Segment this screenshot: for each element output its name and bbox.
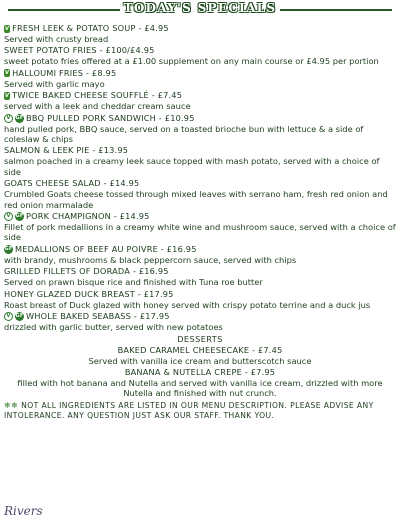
- gluten-free-icon: GF: [15, 114, 24, 121]
- menu-item-name: V FRESH LEEK & POTATO SOUP - £4.95: [5, 23, 169, 33]
- menu-item-name: HONEY GLAZED DUCK BREAST - £17.95: [4, 288, 174, 299]
- vegetarian-icon: V: [4, 114, 13, 123]
- dessert-description: filled with hot banana and Nutella and served with vanilla ice cream, drizzled with more Nutella and finished with nut crunch.: [17, 377, 383, 399]
- dessert-description: Served with vanilla ice cream and butterscotch sauce: [88, 355, 312, 366]
- menu-item: [4, 266, 396, 287]
- menu-item-description: hand pulled pork, BBQ sauce, served on a toasted brioche bun with lettuce & a side of coleslaw & chips: [4, 123, 364, 145]
- menu-item: [4, 145, 396, 177]
- menu-item: [4, 311, 396, 332]
- vegan-icon: V: [5, 70, 10, 77]
- menu-item-name: GOATS CHEESE SALAD - £14.95: [4, 178, 140, 189]
- page-title: TODAY'S SPECIALS: [0, 1, 400, 15]
- menu-item: [4, 23, 396, 44]
- title-banner: [0, 0, 400, 20]
- vegan-icon: V: [5, 25, 10, 32]
- vegan-icon: V: [5, 92, 10, 99]
- menu-item-name: SALMON & LEEK PIE - £13.95: [4, 145, 129, 156]
- menu-item: [4, 244, 396, 265]
- dessert-name: BANANA & NUTELLA CREPE - £7.95: [124, 366, 276, 377]
- menu-item-description: drizzled with garlic butter, served with new potatoes: [4, 322, 223, 333]
- menu-item-description: Served with crusty bread: [4, 34, 109, 44]
- menu-item-name: V GF PORK CHAMPIGNON - £14.95: [4, 211, 396, 222]
- menu-item: [4, 289, 396, 310]
- menu-item-name: V GF BBQ PULLED PORK SANDWICH - £10.95: [4, 113, 396, 124]
- menu-item-description: served with a leek and cheddar cream sauce: [4, 101, 191, 112]
- restaurant-logo: Rivers: [4, 504, 43, 518]
- gluten-free-icon: GF: [15, 313, 24, 320]
- menu-item-description: Fillet of pork medallions in a creamy white wine and mushroom sauce, served with a choice of side: [4, 222, 396, 243]
- specials-menu: [4, 23, 396, 421]
- snowflake-icon: ❄❄: [4, 400, 22, 410]
- menu-item: [4, 113, 396, 145]
- menu-item-name: V HALLOUMI FRIES - £8.95: [5, 67, 117, 78]
- menu-item: [4, 211, 396, 243]
- menu-item: [4, 178, 396, 210]
- desserts-heading: DESSERTS: [177, 333, 223, 344]
- menu-item: [4, 90, 396, 111]
- vegetarian-icon: V: [4, 212, 13, 221]
- gluten-free-icon: GF: [15, 213, 24, 220]
- menu-item-name: V TWICE BAKED CHEESE SOUFFLÉ - £7.45: [5, 90, 183, 101]
- menu-item-name: V GF WHOLE BAKED SEABASS - £17.95: [4, 311, 396, 322]
- dessert-name: BAKED CARAMEL CHEESECAKE - £7.45: [117, 344, 283, 355]
- gluten-free-icon: GF: [4, 245, 13, 252]
- menu-item-name: GF MEDALLIONS OF BEEF AU POIVRE - £16.95: [4, 243, 197, 254]
- menu-item-name: SWEET POTATO FRIES - £100/£4.95: [4, 45, 155, 56]
- menu-item-description: Crumbled Goats cheese tossed through mixed leaves with serrano ham, fresh red onion and red onion marmalade: [4, 189, 388, 210]
- menu-item-description: Served with garlic mayo: [4, 78, 105, 89]
- menu-item-description: Roast breast of Duck glazed with honey served with crispy potato terrine and a duck jus: [4, 299, 371, 310]
- menu-item: [4, 68, 396, 89]
- menu-item-name: GRILLED FILLETS OF DORADA - £16.95: [4, 266, 169, 277]
- menu-item-description: with brandy, mushrooms & black peppercorn sauce, served with chips: [4, 254, 297, 265]
- menu-item: [4, 45, 396, 66]
- menu-item-description: Served on prawn bisque rice and finished with Tuna roe butter: [4, 277, 263, 288]
- vegetarian-icon: V: [4, 312, 13, 321]
- menu-item-description: salmon poached in a creamy leek sauce topped with mash potato, served with a choice of side: [4, 156, 380, 177]
- menu-item-description: sweet potato fries offered at a £1.00 supplement on any main course or £4.95 per portion: [4, 56, 379, 67]
- allergen-note: ❄❄ NOT ALL INGREDIENTS ARE LISTED IN OUR MENU DESCRIPTION. PLEASE ADVISE ANY INTOLERANCE. ANY QUESTION JUST ASK OUR STAFF. THANK YOU.: [4, 400, 374, 420]
